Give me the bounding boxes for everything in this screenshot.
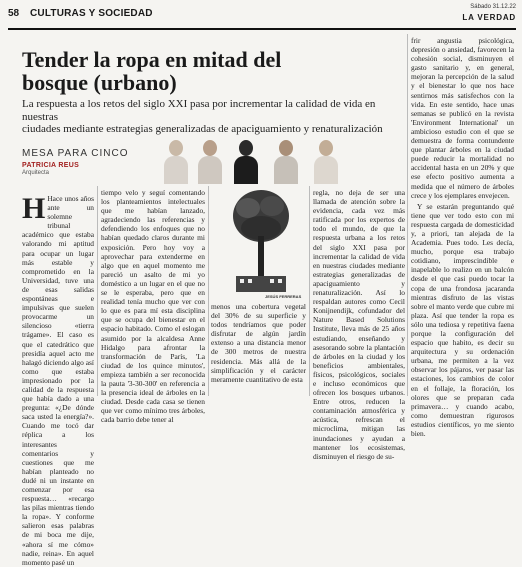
tree-trunk-icon: [258, 236, 264, 276]
illustration-credit: JESÚS FERRERAS: [265, 294, 302, 299]
portrait: [162, 136, 190, 184]
body-column-3: menos una cobertura vegetal del 30% de su superficie y todos tendríamos que poder disfrutar de algún jardín extenso a una distancia menor de 300 metros de nuestra residencia. Más allá de la simplificación y el carácter meramente cuantitativo de esta: [211, 302, 306, 384]
page-number: 58: [8, 8, 20, 19]
dropcap: H: [22, 192, 46, 225]
author-role: Arquitecta: [22, 170, 50, 176]
body-column-1: [22, 194, 94, 567]
tree-canopy-icon: [233, 190, 289, 242]
body-text: Hace unos años ante un solemne tribunal académico que estaba valorando mi aptitud para ocupar un lugar más estable y comprometido en la Universidad, tuve una de esas salidas espontáneas e impulsivas que suelen provocarme un silencioso «tierra trágame». El caso es que el catedrático que presidía aquel acto me halagó diciendo algo así como que estaba impresionado por la calidad de la respuesta que había dado a una pregunta: «¿De dónde saca usted la energía?». Cuando me tocó dar réplica a los interesantes comentarios y cuestiones que me habían planteado no dudé ni un instante en comenzar por esa respuesta… «recargo las pilas mientras tiendo la ropa». Y conforme salieron esas palabras de mi boca me dije, «ahora sí me cómo» nadie, reina». En aquel momento pasé un: [22, 194, 94, 567]
building-base-icon: [236, 276, 286, 292]
page-header: [8, 4, 516, 26]
body-column-2: tiempo velo y seguí comentando los planteamientos intelectuales que me habían lanzado, agradeciendo las referencias y defendiendo los enfoques que no habían quedado claros durante mi exposición. Pero hoy voy a aprovechar para extenderme en algo que en aquel momento me pareció un asalto de mi yo doméstico a un lugar en el que no se le esperaba, pero que en realidad tenía mucho que ver con lo que es para mí esta disciplina que se ocupa del bienestar en el espacio habitado. Como el eslogan asumido por la alcaldesa Anne Hidalgo para afrontar la transformación de París, 'La ciudad de los quince minutos', empieza también a ser reconocida la pauta '3-30-300' en referencia a la presencia ideal de árboles en la ciudad. Desde cada casa se tienen que ver como mínimo tres árboles, cada barrio debe tener al: [101, 188, 205, 425]
body-column-5: [411, 36, 514, 440]
portrait: [196, 136, 224, 184]
section-title: CULTURAS Y SOCIEDAD: [30, 8, 153, 19]
newspaper-name: LA VERDAD: [462, 13, 516, 22]
paragraph: frir angustia psicológica, depresión o ansiedad, favorecen la cohesión social, disminuyen el gasto sanitario y, en general, mejoran la percepción de la salud y el bienestar lo que nos hace sentirnos más satisfechos con la vida. En este sentido, hace unas semanas se publicó en la revista 'Environment International' un ambicioso estudio con el que se demuestra de forma contundente que plantar árboles en la ciudad puede reducir la mortalidad no accidental hasta en un 20% y que ese efecto positivo aumenta a medida que el número de árboles crece y los ejemplares envejecen.: [411, 36, 514, 200]
body-column-4: regla, no deja de ser una llamada de atención sobre la evidencia, cada vez más ratificada por los expertos de todo el mundo, de que la respuesta urbana a los retos del siglo XXI pasa por incrementar la calidad de vida en nuestras ciudades mediante estrategias generalizadas de apaciguamiento y renaturalización. Así lo respaldan autores como Cecil Konijnendijk, cofundador del Nature Based Solutions Institute, lleva más de 25 años estudiando, enseñando y asesorando sobre la plantación de árboles en la ciudad y los beneficios ambientales, físicos, psicológicos, sociales e incluso económicos que ofrecen los bosques urbanos. Entre otros, reducen la contaminación atmosférica y acústica, refrescan el microclima, mitigan las inundaciones y ayudan a mantener los ecosistemas, disminuyen el riesgo de su-: [313, 188, 405, 461]
subtitle-line-2: ciudades mediante estrategias generalizadas de apaciguamiento y renaturalización: [22, 123, 383, 135]
subtitle-line-1: La respuesta a los retos del siglo XXI pasa por incrementar la calidad de vida en nuestras: [22, 98, 376, 123]
portrait: [232, 136, 260, 184]
header-rule: [8, 28, 516, 30]
column-title: MESA PARA CINCO: [22, 148, 129, 159]
author-portraits: [162, 136, 362, 184]
paragraph: Y se estarán preguntando qué tiene que ver todo esto con mi respuesta cargada de domesticidad y, a priori, tan alejada de la Academia. Pues todo. Les decía, mucho, porque esa trabajo cotidiano, imprescindible e inapelable lo realizo en un balcón desde el que casi puedo tocar la copa de una frondosa jacaranda mientras disfruto de las vistas sobre el manto verde que cubre mi plaza. Así que tender la ropa es sólo una tediosa y repetitiva faena porque la configuración del espacio que habito, es decir su arquitectura y su ordenación urbana, me permiten a la vez observar los pájaros, ver pasar las estaciones, los cambios de color en el follaje, la floración, los olores que se preparan cada primavera… y cuando acabo, como demuestran rigurosos estudios científicos, yo me siento bien.: [411, 201, 514, 439]
tree-illustration: [226, 186, 296, 296]
author-name: PATRICIA REUS: [22, 162, 80, 169]
issue-date: Sábado 31.12.22: [470, 4, 516, 10]
portrait: [312, 136, 340, 184]
headline: Tender la ropa en mitad del bosque (urbano): [22, 47, 282, 95]
portrait: [272, 136, 300, 184]
